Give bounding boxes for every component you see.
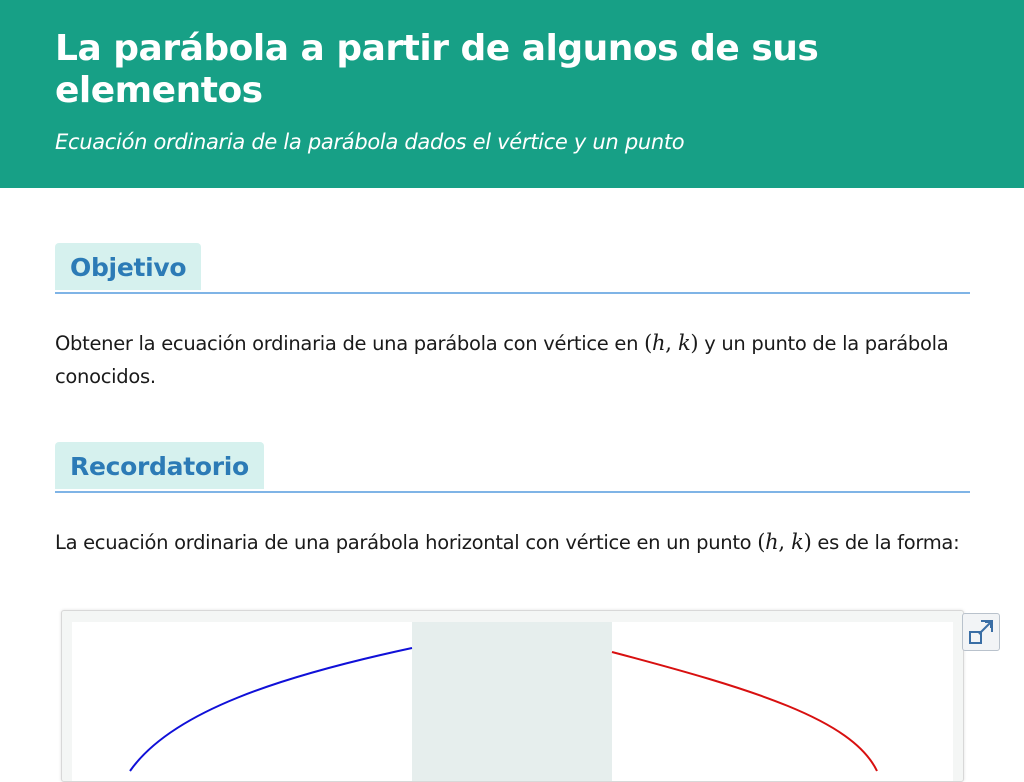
paragraph-text: y un punto de la parábola conocidos. bbox=[55, 332, 949, 388]
page-title: La parábola a partir de algunos de sus elementos bbox=[55, 28, 819, 111]
reminder-paragraph bbox=[55, 526, 970, 559]
math-vertex-hk: (h, k) bbox=[757, 530, 812, 554]
paragraph-text: es de la forma: bbox=[811, 531, 960, 554]
expand-icon bbox=[967, 618, 995, 646]
applet-canvas[interactable] bbox=[62, 611, 963, 781]
section-heading-recordatorio bbox=[55, 442, 970, 493]
math-vertex-hk: (h, k) bbox=[644, 331, 699, 355]
section-title: Objetivo bbox=[55, 243, 201, 290]
page-header bbox=[0, 0, 1024, 188]
objective-paragraph bbox=[55, 327, 970, 393]
paragraph-text: Obtener la ecuación ordinaria de una parábola con vértice en bbox=[55, 332, 645, 355]
geogebra-applet[interactable] bbox=[61, 610, 964, 782]
page-subtitle: Ecuación ordinaria de la parábola dados el vértice y un punto bbox=[55, 130, 685, 154]
section-heading-objetivo bbox=[55, 243, 970, 294]
center-panel bbox=[412, 622, 612, 781]
right-graph-panel bbox=[612, 622, 953, 781]
left-graph-panel bbox=[72, 622, 412, 781]
paragraph-text: La ecuación ordinaria de una parábola horizontal con vértice en un punto bbox=[55, 531, 758, 554]
fullscreen-button[interactable] bbox=[962, 613, 1000, 651]
section-title: Recordatorio bbox=[55, 442, 264, 489]
